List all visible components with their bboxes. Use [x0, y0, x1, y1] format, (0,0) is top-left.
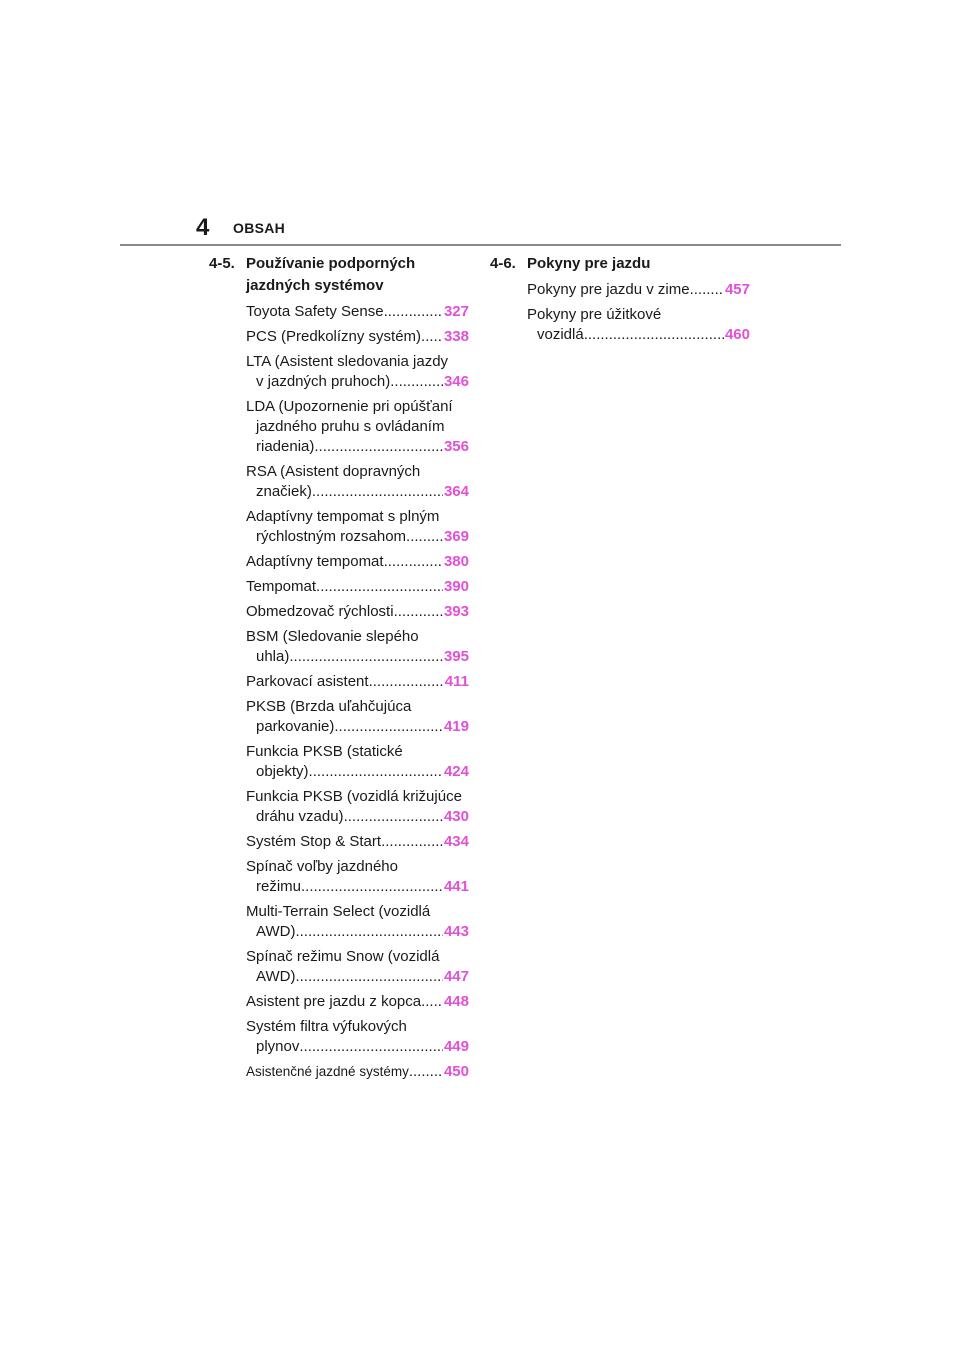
page-link[interactable]: 450	[443, 1063, 469, 1080]
toc-entry[interactable]	[209, 992, 469, 1012]
entry-title: Tempomat	[246, 578, 317, 595]
entry-leader-row	[246, 552, 469, 572]
page-link[interactable]: 457	[724, 281, 750, 298]
page-link[interactable]: 327	[443, 303, 469, 320]
page-link[interactable]: 419	[443, 718, 469, 735]
entry-leader-row	[246, 832, 469, 852]
dot-leader	[384, 302, 443, 322]
entry-title: Asistent pre jazdu z kopca	[246, 993, 422, 1010]
dot-leader	[295, 967, 443, 987]
page-link[interactable]: 395	[443, 648, 469, 665]
entry-leader-row	[246, 577, 469, 597]
entry-title: objekty)	[256, 763, 309, 780]
page-link[interactable]: 356	[443, 438, 469, 455]
dot-leader	[316, 577, 443, 597]
page-link[interactable]: 393	[443, 603, 469, 620]
page-link[interactable]: 380	[443, 553, 469, 570]
toc-entry[interactable]	[209, 397, 469, 457]
toc-entry[interactable]	[209, 327, 469, 347]
page-link[interactable]: 447	[443, 968, 469, 985]
toc-entry[interactable]	[209, 352, 469, 392]
dot-leader	[409, 1062, 443, 1082]
entry-title: dráhu vzadu)	[256, 808, 344, 825]
toc-entry[interactable]	[209, 857, 469, 897]
entry-title-line: Funkcia PKSB (vozidlá križujúce	[246, 788, 462, 805]
entry-title: riadenia)	[256, 438, 315, 455]
toc-entry[interactable]	[209, 832, 469, 852]
entry-title: značiek)	[256, 483, 312, 500]
page-link[interactable]: 338	[443, 328, 469, 345]
section-number: 4-5.	[209, 255, 235, 272]
entry-title: uhla)	[256, 648, 290, 665]
page-link[interactable]: 411	[444, 673, 469, 690]
entry-leader-row	[246, 437, 469, 457]
page-link[interactable]: 430	[443, 808, 469, 825]
header-divider	[120, 244, 841, 246]
toc-entry[interactable]	[209, 602, 469, 622]
entry-title: Parkovací asistent	[246, 673, 369, 690]
toc-column-right	[490, 253, 750, 350]
dot-leader	[369, 672, 444, 692]
toc-entry[interactable]	[209, 507, 469, 547]
entry-title: Obmedzovač rýchlosti	[246, 603, 394, 620]
entry-leader-row	[246, 602, 469, 622]
entry-leader-row	[246, 807, 469, 827]
entry-title-line: Spínač režimu Snow (vozidlá	[246, 948, 440, 965]
toc-entry[interactable]	[209, 787, 469, 827]
section-title: Pokyny pre jazdu	[527, 255, 651, 272]
entry-title: Adaptívny tempomat	[246, 553, 384, 570]
entry-leader-row	[246, 762, 469, 782]
dot-leader	[334, 717, 443, 737]
entry-title: rýchlostným rozsahom	[256, 528, 407, 545]
toc-entry[interactable]	[490, 280, 750, 300]
dot-leader	[421, 992, 443, 1012]
page-link[interactable]: 443	[443, 923, 469, 940]
entry-leader-row	[527, 325, 750, 345]
toc-entry[interactable]	[209, 302, 469, 322]
dot-leader	[406, 527, 443, 547]
entry-title: parkovanie)	[256, 718, 335, 735]
entry-title: PCS (Predkolízny systém)	[246, 328, 422, 345]
dot-leader	[295, 922, 443, 942]
toc-entry[interactable]	[209, 697, 469, 737]
entry-title-line: Spínač voľby jazdného	[246, 858, 398, 875]
dot-leader	[289, 647, 443, 667]
toc-entry[interactable]	[209, 462, 469, 502]
page-link[interactable]: 390	[443, 578, 469, 595]
entry-leader-row	[246, 992, 469, 1012]
dot-leader	[690, 280, 724, 300]
entry-title-line: PKSB (Brzda uľahčujúca	[246, 698, 412, 715]
entry-title: vozidlá	[537, 326, 584, 343]
entry-leader-row	[246, 672, 469, 692]
entry-title-line: Systém filtra výfukových	[246, 1018, 407, 1035]
dot-leader	[314, 437, 443, 457]
entry-title: Systém Stop & Start	[246, 833, 382, 850]
entry-title: v jazdných pruhoch)	[256, 373, 391, 390]
entry-title-line: BSM (Sledovanie slepého	[246, 628, 419, 645]
toc-entry[interactable]	[209, 742, 469, 782]
dot-leader	[381, 832, 443, 852]
page-link[interactable]: 441	[443, 878, 469, 895]
toc-entry[interactable]	[209, 672, 469, 692]
entry-title: Asistenčné jazdné systémy	[246, 1064, 409, 1079]
toc-entry[interactable]	[209, 1017, 469, 1057]
entry-leader-row	[246, 372, 469, 392]
toc-entry[interactable]	[209, 627, 469, 667]
dot-leader	[301, 877, 443, 897]
entry-leader-row	[246, 647, 469, 667]
toc-entry[interactable]	[209, 552, 469, 572]
entry-leader-row	[246, 482, 469, 502]
toc-entry[interactable]	[490, 305, 750, 345]
entry-leader-row	[246, 327, 469, 347]
entry-leader-row	[246, 302, 469, 322]
entry-leader-row	[246, 717, 469, 737]
toc-entry[interactable]	[209, 947, 469, 987]
toc-section	[490, 253, 750, 275]
section-number: 4-6.	[490, 255, 516, 272]
toc-entry[interactable]	[209, 902, 469, 942]
entry-title-line: jazdného pruhu s ovládaním	[256, 418, 445, 435]
page-number: 4	[196, 214, 210, 241]
page-link[interactable]: 448	[443, 993, 469, 1010]
section-title: Používanie podporných jazdných systémov	[246, 255, 416, 294]
entry-title: Pokyny pre jazdu v zime	[527, 281, 690, 298]
page-title: OBSAH	[233, 220, 286, 236]
page-link[interactable]: 460	[724, 326, 750, 343]
toc-entry[interactable]	[209, 577, 469, 597]
entry-title-line: LTA (Asistent sledovania jazdy	[246, 353, 449, 370]
dot-leader	[344, 807, 443, 827]
entry-title-line: Adaptívny tempomat s plným	[246, 508, 440, 525]
dot-leader	[309, 762, 443, 782]
dot-leader	[584, 325, 724, 345]
entry-leader-row	[246, 877, 469, 897]
entry-leader-row	[246, 527, 469, 547]
entry-leader-row	[246, 1062, 469, 1082]
page-link[interactable]: 424	[443, 763, 469, 780]
dot-leader	[312, 482, 443, 502]
entry-title-line: RSA (Asistent dopravných	[246, 463, 421, 480]
page-link[interactable]: 369	[443, 528, 469, 545]
page-link[interactable]: 364	[443, 483, 469, 500]
entry-title: Toyota Safety Sense	[246, 303, 384, 320]
entry-title-line: Funkcia PKSB (statické	[246, 743, 403, 760]
entry-leader-row	[527, 280, 750, 300]
toc-entry[interactable]	[209, 1062, 469, 1082]
entry-title-line: Pokyny pre úžitkové	[527, 306, 662, 323]
entry-title: režimu	[256, 878, 302, 895]
entry-leader-row	[246, 922, 469, 942]
entry-title: AWD)	[256, 968, 296, 985]
toc-column-left	[209, 253, 469, 1087]
page-link[interactable]: 449	[443, 1038, 469, 1055]
toc-section	[209, 253, 469, 297]
entry-title-line: LDA (Upozornenie pri opúšťaní	[246, 398, 453, 415]
entry-leader-row	[246, 967, 469, 987]
entry-leader-row	[246, 1037, 469, 1057]
entry-title: plynov	[256, 1038, 300, 1055]
entry-title: AWD)	[256, 923, 296, 940]
entry-title-line: Multi-Terrain Select (vozidlá	[246, 903, 431, 920]
dot-leader	[384, 552, 443, 572]
dot-leader	[394, 602, 443, 622]
page-link[interactable]: 346	[443, 373, 469, 390]
dot-leader	[299, 1037, 443, 1057]
dot-leader	[390, 372, 443, 392]
page-link[interactable]: 434	[443, 833, 469, 850]
dot-leader	[421, 327, 443, 347]
